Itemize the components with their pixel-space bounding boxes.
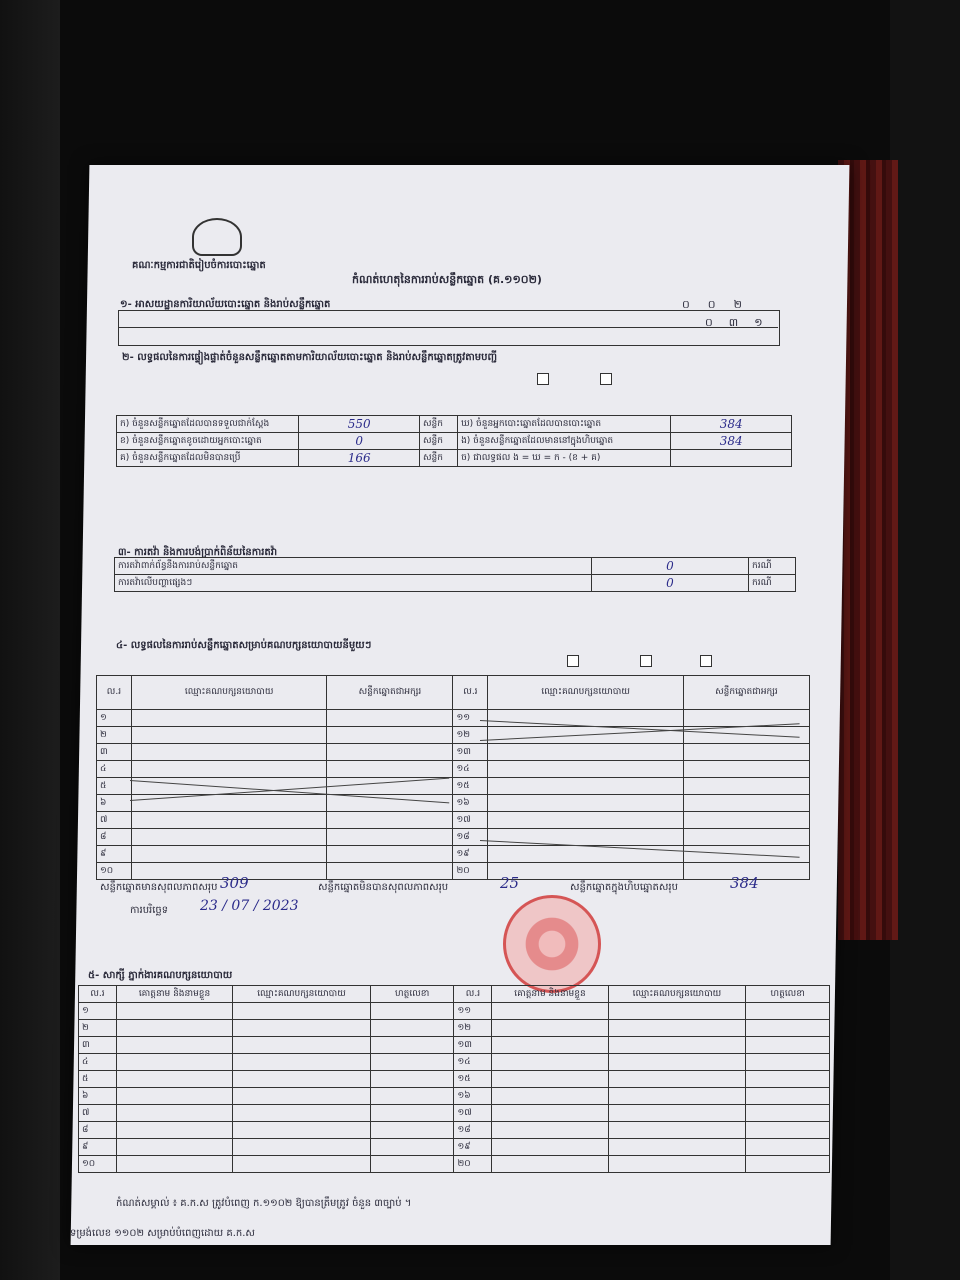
total-box-label: សន្លឹកឆ្នោតក្នុងហិបឆ្នោតសរុប	[570, 882, 678, 893]
national-emblem-icon	[192, 218, 242, 256]
table-row: ២	[79, 1020, 117, 1037]
section4-heading: ៤- លទ្ធផលនៃការរាប់សន្លឹកឆ្នោតសម្រាប់គណបក្សនយោបាយនីមួយៗ	[116, 640, 372, 651]
row-b-label: ខ) ចំនួនសន្លឹកឆ្នោតខូចដោយអ្នកបោះឆ្នោត	[117, 433, 299, 450]
total-valid-label: សន្លឹកឆ្នោតមានសុពលភាពសរុប	[100, 882, 218, 893]
footer-note: កំណត់សម្គាល់ ៖ គ.ក.ស ត្រូវបំពេញ ក.១១០២ ឱ្យបានត្រឹមត្រូវ ចំនួន ៣ច្បាប់ ។	[116, 1198, 412, 1209]
table-row: ៣	[97, 744, 132, 761]
section3-table: ការតវ៉ាពាក់ព័ន្ធនឹងការរាប់សន្លឹកឆ្នោត 0 ករណី ការតវ៉ាលើបញ្ហាផ្សេងៗ 0 ករណី	[114, 557, 796, 592]
table-row: ១០	[97, 863, 132, 880]
table-row: ២	[97, 727, 132, 744]
row-a-label: ក) ចំនួនសន្លឹកឆ្នោតដែលបានទទួលជាក់ស្តែង	[117, 416, 299, 433]
table-row: ១	[97, 710, 132, 727]
table-row: ៩	[97, 846, 132, 863]
section2-heading: ២- លទ្ធផលនៃការផ្ទៀងផ្ទាត់ចំនួនសន្លឹកឆ្នោតតាមការិយាល័យបោះឆ្នោត និងរាប់សន្លឹកឆ្នោតត្រូវតាមបញ្ជី	[122, 352, 497, 363]
background-right	[890, 0, 960, 1280]
table-row: ៦	[97, 795, 132, 812]
row-c-label: គ) ចំនួនសន្លឹកឆ្នោតដែលមិនបានប្រើ	[117, 450, 299, 467]
results-table: ល.រ ឈ្មោះគណបក្សនយោបាយ សន្លឹកឆ្នោតជាអក្សរ ល.រ ឈ្មោះគណបក្សនយោបាយ សន្លឹកឆ្នោតជាអក្សរ ១ ១១ ២ ១២ ៣ ១៣ ៤ ១៤ ៥ ១៥ ៦ ១៦ ៧ ១៧ ៨ ១៨ ៩ ១៩ ១០ ២០	[96, 675, 810, 880]
checkbox-s4-2[interactable]	[640, 655, 652, 667]
org-name: គណៈកម្មការជាតិរៀបចំការបោះឆ្នោត	[132, 260, 266, 271]
row-d-value: 384	[719, 417, 743, 431]
section1-box	[118, 310, 780, 346]
table-row: ៦	[79, 1088, 117, 1105]
document-title: កំណត់ហេតុនៃការរាប់សន្លឹកឆ្នោត (គ.១១០២)	[352, 273, 542, 286]
checkbox-no[interactable]	[600, 373, 612, 385]
complaint-2-label: ការតវ៉ាលើបញ្ហាផ្សេងៗ	[115, 575, 592, 592]
form-code: ទម្រង់លេខ ១១០២ សម្រាប់បំពេញដោយ គ.ក.ស	[70, 1228, 255, 1239]
background-left	[0, 0, 60, 1280]
table-row: ៧	[97, 812, 132, 829]
table-row: ៤	[79, 1054, 117, 1071]
complaint-2-value: 0	[666, 576, 674, 590]
table-row: ៥	[97, 778, 132, 795]
section5-heading: ៥- សាក្សី ភ្នាក់ងារគណបក្សនយោបាយ	[88, 970, 233, 981]
table-row: ៨	[97, 829, 132, 846]
witness-table: ល.រ គោត្តនាម និងនាមខ្លួន ឈ្មោះគណបក្សនយោបាយ ហត្ថលេខា ល.រ គោត្តនាម និងនាមខ្លួន ឈ្មោះគណបក្សនយោបាយ ហត្ថលេខា ១ ១១ ២ ១២ ៣ ១៣ ៤ ១៤ ៥ ១៥ ៦ ១៦ ៧ ១៧ ៨ ១៨ ៩ ១៩ ១០ ២០	[78, 985, 830, 1173]
section2-table: ក) ចំនួនសន្លឹកឆ្នោតដែលបានទទួលជាក់ស្តែង 550 សន្លឹក ឃ) ចំនួនអ្នកបោះឆ្នោតដែលបានបោះឆ្នោត 384 ខ) ចំនួនសន្លឹកឆ្នោតខូចដោយអ្នកបោះឆ្នោត 0 សន្លឹក ង) ចំនួនសន្លឹកឆ្នោតដែលមាននៅក្នុងហិបឆ្នោត 384 គ) ចំនួនសន្លឹកឆ្នោតដែលមិនបានប្រើ 166 សន្លឹក ច) ជាលទ្ធផល ង = ឃ = ក - (ខ + គ)	[116, 415, 792, 467]
table-row: ១	[79, 1003, 117, 1020]
section1-codes1: ០០២	[682, 298, 760, 311]
complaint-1-value: 0	[666, 559, 674, 573]
total-box-value: 384	[730, 874, 759, 892]
table-row: ៨	[79, 1122, 117, 1139]
complaint-1-label: ការតវ៉ាពាក់ព័ន្ធនឹងការរាប់សន្លឹកឆ្នោត	[115, 558, 592, 575]
total-valid-value: 309	[220, 874, 249, 892]
table-row: ៣	[79, 1037, 117, 1054]
total-invalid-value: 25	[500, 874, 520, 892]
table-row: ៤	[97, 761, 132, 778]
date-label: ការបរិច្ឆេទ	[130, 905, 169, 916]
table-row: ៥	[79, 1071, 117, 1088]
checkbox-yes[interactable]	[537, 373, 549, 385]
checkbox-s4-1[interactable]	[567, 655, 579, 667]
table-row: ១០	[79, 1156, 117, 1173]
row-a-value: 550	[347, 417, 371, 431]
row-d-label: ឃ) ចំនួនអ្នកបោះឆ្នោតដែលបានបោះឆ្នោត	[458, 416, 671, 433]
section3-heading: ៣- ការតវ៉ា និងការបង់ប្រាក់ពិន័យនៃការតវ៉ា	[118, 547, 278, 558]
table-row: ៧	[79, 1105, 117, 1122]
row-b-value: 0	[355, 434, 363, 448]
row-c-value: 166	[347, 451, 371, 465]
row-e-value: 384	[719, 434, 743, 448]
section1-heading: ១- អាសយដ្ឋានការិយាល័យបោះឆ្នោត និងរាប់សន្លឹកឆ្នោត	[120, 299, 331, 310]
official-stamp	[503, 895, 601, 993]
total-invalid-label: សន្លឹកឆ្នោតមិនបានសុពលភាពសរុប	[318, 882, 449, 893]
table-row: ៩	[79, 1139, 117, 1156]
row-f-label: ច) ជាលទ្ធផល ង = ឃ = ក - (ខ + គ)	[458, 450, 671, 467]
date-value: 23 / 07 / 2023	[200, 898, 299, 914]
row-e-label: ង) ចំនួនសន្លឹកឆ្នោតដែលមាននៅក្នុងហិបឆ្នោត	[458, 433, 671, 450]
checkbox-s4-3[interactable]	[700, 655, 712, 667]
section1-codes2: ០៣១	[705, 316, 779, 329]
